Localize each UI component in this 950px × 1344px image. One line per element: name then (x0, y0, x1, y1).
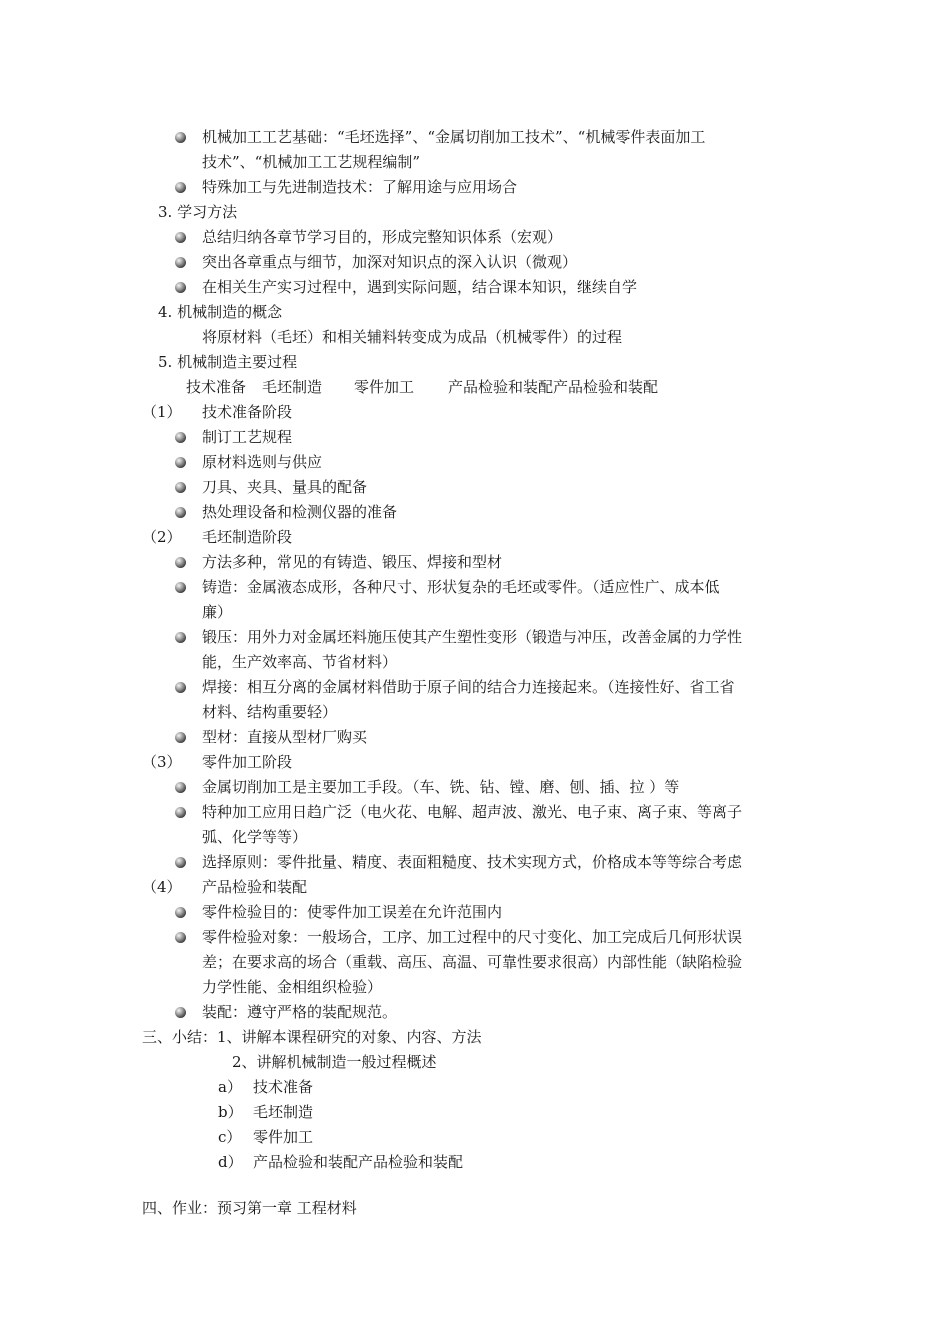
list-item: 焊接：相互分离的金属材料借助于原子间的结合力连接起来。（连接性好、省工省 (202, 678, 735, 696)
list-item: 选择原则：零件批量、精度、表面粗糙度、技术实现方式，价格成本等等综合考虑 (202, 853, 743, 871)
summary-item-mark: c） (218, 1128, 242, 1146)
process-flow (186, 377, 658, 397)
list-item: 热处理设备和检测仪器的准备 (202, 503, 398, 521)
bullet-icon (175, 257, 186, 268)
bullet-icon (175, 182, 186, 193)
list-item-continuation: 弧、化学等等） (202, 828, 308, 846)
summary-item-mark: b） (218, 1103, 243, 1121)
bullet-icon (175, 557, 186, 568)
summary-item: 零件加工 (253, 1128, 314, 1146)
bullet-icon (175, 632, 186, 643)
list-item: 原材料选则与供应 (202, 453, 323, 471)
phase-title: 技术准备阶段 (202, 403, 293, 421)
text-line: 机械加工工艺基础：“毛坯选择”、“金属切削加工技术”、“机械零件表面加工 (202, 128, 706, 146)
list-item: 锻压：用外力对金属坯料施压使其产生塑性变形（锻造与冲压，改善金属的力学性 (202, 628, 743, 646)
bullet-icon (175, 282, 186, 293)
bullet-icon (175, 932, 186, 943)
list-item-continuation: 廉） (202, 603, 233, 621)
section-heading: 5. 机械制造主要过程 (158, 353, 298, 371)
summary-item: 技术准备 (253, 1078, 314, 1096)
bullet-icon (175, 907, 186, 918)
flow-step: 零件加工 (354, 378, 415, 396)
list-item: 金属切削加工是主要加工手段。（车、铣、钻、镗、磨、刨、插、拉 ）等 (202, 778, 680, 796)
flow-step: 技术准备 (186, 378, 247, 396)
summary-item-mark: d） (218, 1153, 243, 1171)
bullet-icon (175, 232, 186, 243)
phase-number: （1） (142, 403, 182, 421)
bullet-icon (175, 682, 186, 693)
section-heading: 4. 机械制造的概念 (158, 303, 283, 321)
summary-item: 产品检验和装配产品检验和装配 (253, 1153, 464, 1171)
summary-heading: 三、小结：1、讲解本课程研究的对象、内容、方法 (142, 1028, 482, 1046)
bullet-icon (175, 132, 186, 143)
phase-number: （2） (142, 528, 182, 546)
list-item: 制订工艺规程 (202, 428, 293, 446)
list-item: 方法多种，常见的有铸造、锻压、焊接和型材 (202, 553, 503, 571)
list-item: 零件检验目的：使零件加工误差在允许范围内 (202, 903, 503, 921)
homework-line: 四、作业：预习第一章 工程材料 (142, 1199, 357, 1217)
summary-line: 2、讲解机械制造一般过程概述 (232, 1053, 437, 1071)
text-line: 特殊加工与先进制造技术：了解用途与应用场合 (202, 178, 518, 196)
list-item: 装配：遵守严格的装配规范。 (202, 1003, 398, 1021)
bullet-icon (175, 1007, 186, 1018)
bullet-icon (175, 457, 186, 468)
list-item: 总结归纳各章节学习目的，形成完整知识体系（宏观） (202, 228, 563, 246)
bullet-icon (175, 482, 186, 493)
phase-title: 零件加工阶段 (202, 753, 293, 771)
summary-item: 毛坯制造 (253, 1103, 314, 1121)
list-item: 在相关生产实习过程中，遇到实际问题，结合课本知识，继续自学 (202, 278, 638, 296)
bullet-icon (175, 432, 186, 443)
list-item: 型材：直接从型材厂购买 (202, 728, 368, 746)
bullet-icon (175, 782, 186, 793)
paragraph: 将原材料（毛坯）和相关辅料转变成为成品（机械零件）的过程 (202, 328, 623, 346)
flow-step: 产品检验和装配产品检验和装配 (448, 378, 659, 396)
list-item: 刀具、夹具、量具的配备 (202, 478, 368, 496)
phase-title: 产品检验和装配 (202, 878, 308, 896)
list-item: 突出各章重点与细节，加深对知识点的深入认识（微观） (202, 253, 578, 271)
flow-step: 毛坯制造 (262, 378, 323, 396)
list-item-continuation: 差；在要求高的场合（重载、高压、高温、可靠性要求很高）内部性能（缺陷检验 (202, 953, 743, 971)
bullet-icon (175, 507, 186, 518)
section-heading: 3. 学习方法 (158, 203, 238, 221)
text-line: 技术”、“机械加工工艺规程编制” (202, 153, 421, 171)
list-item: 零件检验对象：一般场合，工序、加工过程中的尺寸变化、加工完成后几何形状误 (202, 928, 743, 946)
list-item-continuation: 力学性能、金相组织检验） (202, 978, 383, 996)
list-item-continuation: 能，生产效率高、节省材料） (202, 653, 398, 671)
bullet-icon (175, 807, 186, 818)
list-item: 特种加工应用日趋广泛（电火花、电解、超声波、激光、电子束、离子束、等离子 (202, 803, 743, 821)
list-item: 铸造：金属液态成形，各种尺寸、形状复杂的毛坯或零件。（适应性广、成本低 (202, 578, 720, 596)
bullet-icon (175, 857, 186, 868)
bullet-icon (175, 582, 186, 593)
bullet-icon (175, 732, 186, 743)
list-item-continuation: 材料、结构重要轻） (202, 703, 338, 721)
phase-title: 毛坯制造阶段 (202, 528, 293, 546)
phase-number: （4） (142, 878, 182, 896)
phase-number: （3） (142, 753, 182, 771)
summary-item-mark: a） (218, 1078, 242, 1096)
